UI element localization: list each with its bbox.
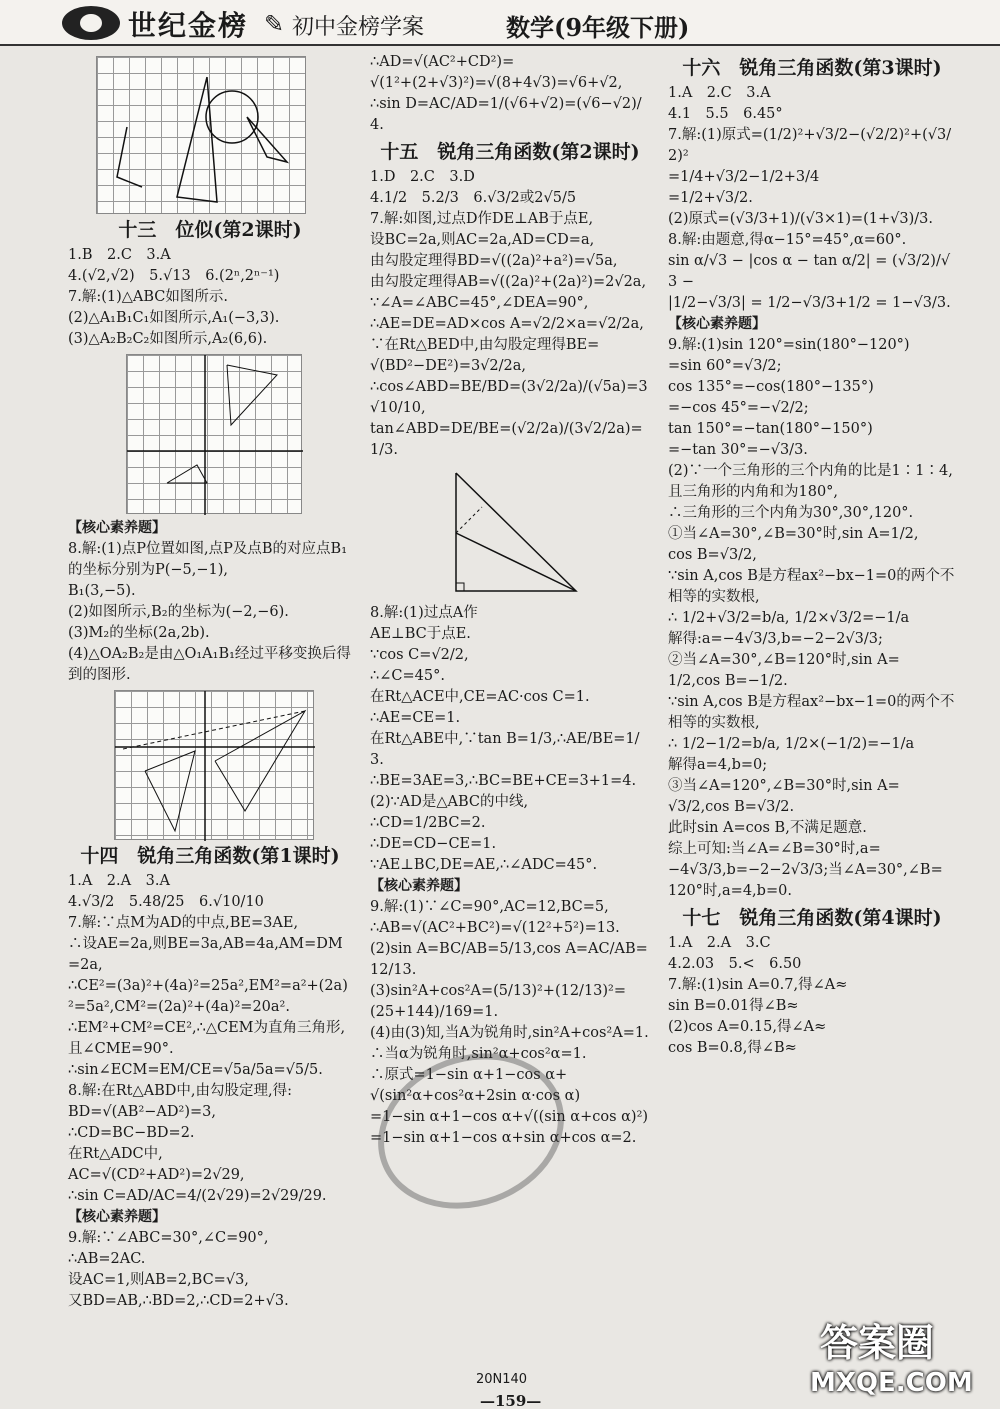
answer-line: ③当∠A=120°,∠B=30°时,sin A= [668, 778, 900, 794]
answer-line: √3/2,cos B=√3/2. [668, 799, 795, 815]
answer-line: √(1²+(2+√3)²)=√(8+4√3)=√6+√2, [370, 75, 623, 91]
answer-line: ∴ 1/2+√3/2=b/a, 1/2×√3/2=−1/a [668, 610, 910, 626]
answer-line: 1/2,cos B=−1/2. [668, 673, 788, 689]
answer-line: 9.解:∵∠ABC=30°,∠C=90°, [68, 1230, 269, 1246]
answer-line: ∴sin C=AD/AC=4/(2√29)=2√29/29. [68, 1188, 327, 1204]
answer-line: ∴ 1/2−1/2=b/a, 1/2×(−1/2)=−1/a [668, 736, 915, 752]
answer-line: cos 135°=−cos(180°−135°) [668, 379, 874, 395]
answer-line: 综上可知:当∠A=∠B=30°时,a= [668, 841, 881, 857]
page-header [0, 0, 1000, 46]
brand-name: 世纪金榜 [128, 9, 249, 42]
answer-line: −4√3/3,b=−2−2√3/3;当∠A=30°,∠B= [668, 862, 943, 878]
answer-line: 4.√3/2 5.48/25 6.√10/10 [68, 894, 264, 910]
answer-line: 7.解:(1)sin A=0.7,得∠A≈ [668, 977, 848, 993]
site-logo-url: MXQE.COM [810, 1368, 973, 1398]
answer-line: 由勾股定理得AB=√((2a)²+(2a)²)=2√2a, [370, 274, 647, 290]
answer-line: 4.2.03 5.< 6.50 [668, 956, 802, 972]
answer-line: B₁(3,−5). [68, 583, 136, 599]
answer-line: =−tan 30°=−√3/3. [668, 442, 808, 458]
answer-line: (2)cos A=0.15,得∠A≈ [668, 1019, 827, 1035]
answer-line: 又BD=AB,∴BD=2,∴CD=2+√3. [68, 1293, 289, 1309]
answer-line: ∴AE=CE=1. [370, 710, 461, 726]
answer-line: (2)△A₁B₁C₁如图所示,A₁(−3,3). [68, 310, 280, 326]
answer-line: (4)△OA₂B₂是由△O₁A₁B₁经过平移变换后得到的图形. [68, 646, 351, 683]
answer-line: 7.解:如图,过点D作DE⊥AB于点E, [370, 211, 594, 227]
answer-line: ∴AD=√(AC²+CD²)= [370, 54, 515, 70]
answer-line: 8.解:由题意,得α−15°=45°,α=60°. [668, 232, 907, 248]
page-number: —159— [480, 1392, 542, 1409]
answer-line: 4.(√2,√2) 5.√13 6.(2ⁿ,2ⁿ⁻¹) [68, 268, 280, 284]
core-heading: 【核心素养题】 [68, 1209, 166, 1225]
answer-line: 9.解:(1)sin 120°=sin(180°−120°) [668, 337, 910, 353]
answer-line: ∵AE⊥BC,DE=AE,∴∠ADC=45°. [370, 857, 598, 873]
answer-line: ∴sin D=AC/AD=1/(√6+√2)=(√6−√2)/4. [370, 96, 642, 133]
answer-line: 7.解:(1)原式=(1/2)²+√3/2−(√2/2)²+(√3/2)² [668, 127, 952, 164]
answer-line: =−cos 45°=−√2/2; [668, 400, 809, 416]
figure-grid-2 [126, 354, 302, 514]
answer-line: 8.解:(1)过点A作 [370, 605, 478, 621]
section-15-title: 十五 锐角三角函数(第2课时) [380, 141, 640, 163]
answer-line: ∴三角形的三个内角为30°,30°,120°. [668, 505, 914, 521]
answer-line: 在Rt△ACE中,CE=AC·cos C=1. [370, 689, 590, 705]
answer-line: 解得a=4,b=0; [668, 757, 768, 773]
answer-line: sin B=0.01得∠B≈ [668, 998, 799, 1014]
answer-line: (2)sin A=BC/AB=5/13,cos A=AC/AB=12/13. [370, 941, 648, 978]
answer-line: tan∠ABD=DE/BE=(√2/2a)/(3√2/2a)=1/3. [370, 421, 643, 458]
answer-line: =1/4+√3/2−1/2+3/4 [668, 169, 820, 185]
site-logo [800, 1312, 990, 1406]
answer-line: 120°时,a=4,b=0. [668, 883, 792, 899]
answer-line: 7.解:(1)△ABC如图所示. [68, 289, 229, 305]
answer-line: 设AC=1,则AB=2,BC=√3, [68, 1272, 249, 1288]
answer-line: √(BD²−DE²)=3√2/2a, [370, 358, 527, 374]
answer-line: ∴∠C=45°. [370, 668, 445, 684]
answer-line: 4.1/2 5.2/3 6.√3/2或2√5/5 [370, 190, 577, 206]
answer-line: 1.B 2.C 3.A [68, 247, 171, 263]
answer-line: (2)∵AD是△ABC的中线, [370, 794, 529, 810]
answer-line: ∵sin A,cos B是方程ax²−bx−1=0的两个不相等的实数根, [668, 694, 955, 731]
answer-line: ∵在Rt△BED中,由勾股定理得BE= [370, 337, 600, 353]
pen-icon: ✎ [264, 10, 285, 38]
answer-line: cos B=√3/2, [668, 547, 757, 563]
site-logo-text: 答案圈 [820, 1320, 935, 1365]
answer-line: ∵sin A,cos B是方程ax²−bx−1=0的两个不相等的实数根, [668, 568, 955, 605]
answer-line: ∴CE²=(3a)²+(4a)²=25a²,EM²=a²+(2a)²=5a²,CM²=(2a)²+(4a)²=20a². [68, 978, 348, 1015]
book-subject: 数学(9年级下册) [506, 13, 690, 42]
answer-line: ①当∠A=30°,∠B=30°时,sin A=1/2, [668, 526, 919, 542]
figure-grid-1 [96, 56, 306, 214]
answer-line: BD=√(AB²−AD²)=3, [68, 1104, 216, 1120]
answer-line: 4.1 5.5 6.45° [668, 106, 783, 122]
answer-line: =1−sin α+1−cos α+sin α+cos α=2. [370, 1130, 637, 1146]
section-13-title: 十三 位似(第2课时) [118, 219, 302, 241]
section-14-title: 十四 锐角三角函数(第1课时) [80, 845, 340, 867]
answer-line: √(sin²α+cos²α+2sin α·cos α) [370, 1088, 581, 1104]
answer-line: ∴当α为锐角时,sin²α+cos²α=1. [370, 1046, 587, 1062]
footer-code: 20N140 [476, 1372, 528, 1387]
column-right [668, 52, 956, 1059]
answer-line: (2)原式=(√3/3+1)/(√3×1)=(1+√3)/3. [668, 211, 934, 227]
answer-line: 在Rt△ABE中,∵tan B=1/3,∴AE/BE=1/3. [370, 731, 640, 768]
answer-line: (3)sin²A+cos²A=(5/13)²+(12/13)²= [370, 983, 627, 999]
answer-line: cos B=0.8,得∠B≈ [668, 1040, 797, 1056]
answer-line: 8.解:(1)点P位置如图,点P及点B的对应点B₁的坐标分别为P(−5,−1), [68, 541, 348, 578]
answer-line: 解得:a=−4√3/3,b=−2−2√3/3; [668, 631, 883, 647]
answer-line: 8.解:在Rt△ABD中,由勾股定理,得: [68, 1083, 292, 1099]
answer-line: 9.解:(1)∵∠C=90°,AC=12,BC=5, [370, 899, 609, 915]
answer-line: 1.A 2.A 3.C [668, 935, 771, 951]
answer-line: ∵cos C=√2/2, [370, 647, 469, 663]
core-heading: 【核心素养题】 [68, 520, 166, 536]
answer-line: ∴DE=CD−CE=1. [370, 836, 497, 852]
answer-line: 此时sin A=cos B,不满足题意. [668, 820, 867, 836]
figure-grid-3 [114, 690, 314, 840]
answer-line: ∵∠A=∠ABC=45°,∠DEA=90°, [370, 295, 589, 311]
column-left [68, 52, 352, 1312]
figure-triangle-abd [370, 467, 650, 597]
answer-line: ②当∠A=30°,∠B=120°时,sin A= [668, 652, 900, 668]
answer-line: =sin 60°=√3/2; [668, 358, 782, 374]
answer-line: 在Rt△ADC中, [68, 1146, 163, 1162]
section-16-title: 十六 锐角三角函数(第3课时) [682, 57, 942, 79]
answer-line: (4)由(3)知,当A为锐角时,sin²A+cos²A=1. [370, 1025, 649, 1041]
section-17-title: 十七 锐角三角函数(第4课时) [682, 907, 942, 929]
answer-line: sin α/√3 − |cos α − tan α/2| = (√3/2)/√3 − [668, 253, 951, 290]
answer-line: ∴AB=√(AC²+BC²)=√(12²+5²)=13. [370, 920, 620, 936]
answer-line: ∴CD=1/2BC=2. [370, 815, 486, 831]
answer-line: (25+144)/169=1. [370, 1004, 499, 1020]
book-title: 初中金榜学案 [292, 15, 425, 40]
answer-line: ∴原式=1−sin α+1−cos α+ [370, 1067, 568, 1083]
answer-line: tan 150°=−tan(180°−150°) [668, 421, 873, 437]
answer-line: ∴设AE=2a,则BE=3a,AB=4a,AM=DM=2a, [68, 936, 343, 973]
answer-line: AE⊥BC于点E. [370, 626, 471, 642]
answer-line: 由勾股定理得BD=√((2a)²+a²)=√5a, [370, 253, 618, 269]
core-heading: 【核心素养题】 [668, 316, 766, 332]
answer-line: 1.D 2.C 3.D [370, 169, 475, 185]
answer-line: ∴AB=2AC. [68, 1251, 146, 1267]
answer-line: (3)M₂的坐标(2a,2b). [68, 625, 210, 641]
answer-line: ∴CD=BC−BD=2. [68, 1125, 195, 1141]
brand-logo-icon [62, 6, 120, 40]
answer-line: (2)∵一个三角形的三个内角的比是1∶1∶4,且三角形的内角和为180°, [668, 463, 953, 500]
answer-line: (2)如图所示,B₂的坐标为(−2,−6). [68, 604, 289, 620]
answer-line: (3)△A₂B₂C₂如图所示,A₂(6,6). [68, 331, 268, 347]
column-middle [370, 52, 650, 1149]
answer-line: AC=√(CD²+AD²)=2√29, [68, 1167, 245, 1183]
answer-line: 设BC=2a,则AC=2a,AD=CD=a, [370, 232, 595, 248]
answer-line: |1/2−√3/3| = 1/2−√3/3+1/2 = 1−√3/3. [668, 295, 951, 311]
answer-line: =1/2+√3/2. [668, 190, 753, 206]
answer-line: ∴cos∠ABD=BE/BD=(3√2/2a)/(√5a)=3√10/10, [370, 379, 648, 416]
answer-line: =1−sin α+1−cos α+√((sin α+cos α)²) [370, 1109, 649, 1125]
answer-line: 1.A 2.C 3.A [668, 85, 771, 101]
answer-line: 1.A 2.A 3.A [68, 873, 170, 889]
answer-line: ∴sin∠ECM=EM/CE=√5a/5a=√5/5. [68, 1062, 323, 1078]
answer-line: ∴BE=3AE=3,∴BC=BE+CE=3+1=4. [370, 773, 637, 789]
core-heading: 【核心素养题】 [370, 878, 468, 894]
answer-line: 7.解:∵点M为AD的中点,BE=3AE, [68, 915, 299, 931]
answer-line: ∴AE=DE=AD×cos A=√2/2×a=√2/2a, [370, 316, 644, 332]
answer-line: ∴EM²+CM²=CE²,∴△CEM为直角三角形,且∠CME=90°. [68, 1020, 346, 1057]
